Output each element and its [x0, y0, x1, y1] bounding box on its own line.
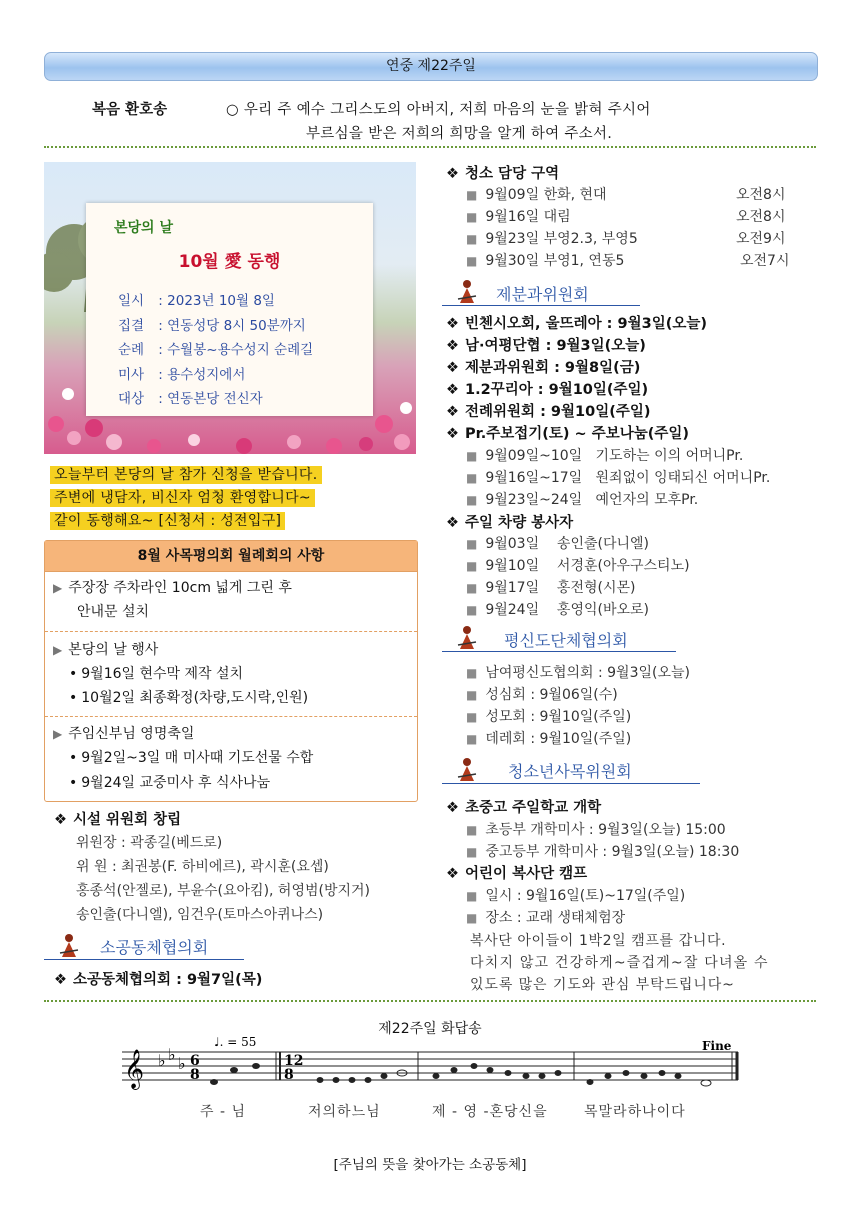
section-header-laity — [442, 622, 676, 652]
time-signature-8: 8 — [190, 1067, 200, 1083]
square-bullet-icon: ■ — [466, 845, 478, 859]
square-bullet-icon: ■ — [466, 449, 478, 463]
psalm-lyric: 목말라하나이다 — [584, 1104, 686, 1120]
diamond-icon: ❖ — [54, 972, 67, 988]
square-bullet-icon: ■ — [466, 732, 478, 746]
person-figure-icon — [456, 757, 478, 783]
meeting-title: 8월 사목평의회 월례회의 사항 — [45, 541, 417, 572]
diamond-icon: ❖ — [54, 812, 67, 828]
cleaning-time: 오전8시 — [736, 209, 786, 225]
section-title: 청소년사목위원회 — [508, 762, 632, 781]
car-title: ❖ 주일 차량 봉사자 — [446, 515, 574, 531]
square-bullet-icon: ■ — [466, 666, 478, 680]
facility-title: ❖ 시설 위원회 창립 — [54, 812, 182, 828]
psalm-lyric: 제 - 영 -혼당신을 — [432, 1104, 548, 1120]
square-bullet-icon: ■ — [466, 537, 478, 551]
cleaning-time: 오전8시 — [736, 187, 786, 203]
square-bullet-icon: ■ — [466, 889, 478, 903]
square-bullet-icon: ■ — [466, 493, 478, 507]
section-title: 소공동체협의회 — [100, 938, 209, 957]
square-bullet-icon: ■ — [466, 210, 478, 224]
community-item: ❖ 소공동체협의회 : 9월7일(목) — [54, 972, 263, 988]
school-row: ■ 중고등부 개학미사 : 9월3일(오늘) 18:30 — [466, 844, 740, 860]
diamond-icon: ❖ — [446, 515, 459, 531]
car-row: ■ 9월10일 서경훈(아우구스티노) — [466, 558, 690, 574]
square-bullet-icon: ■ — [466, 710, 478, 724]
car-row: ■ 9월17일 홍전형(시몬) — [466, 580, 636, 596]
poster-subtitle: 본당의 날 — [114, 220, 173, 236]
car-row: ■ 9월24일 홍영익(바오로) — [466, 602, 649, 618]
diamond-icon: ❖ — [446, 800, 459, 816]
footer-motto: [주님의 뜻을 찾아가는 소공동체] — [333, 1157, 527, 1173]
cleaning-row: ■ 9월09일 한화, 현대 — [466, 187, 607, 203]
cleaning-time: 오전7시 — [740, 253, 790, 269]
square-bullet-icon: ■ — [466, 254, 478, 268]
section-underline — [442, 305, 640, 306]
meeting-item: 안내문 설치 — [77, 604, 150, 620]
laity-row: ■ 성심회 : 9월06일(수) — [466, 687, 618, 703]
section-header-community — [44, 930, 244, 960]
person-figure-icon — [456, 279, 478, 305]
diamond-icon: ❖ — [446, 338, 459, 354]
notice-line: 오늘부터 본당의 날 참가 신청을 받습니다. — [50, 464, 360, 484]
cleaning-title: ❖ 청소 담당 구역 — [446, 166, 560, 182]
psalm-lyric: 저의하느님 — [308, 1104, 381, 1120]
fine-marking: Fine — [702, 1039, 732, 1053]
divider — [44, 146, 816, 148]
diamond-icon: ❖ — [446, 316, 459, 332]
poster-row: 일시 : 2023년 10월 8일 — [118, 293, 275, 309]
pr-row: ■ 9월09일~10일 기도하는 이의 어머니Pr. — [466, 448, 744, 464]
time-signature-8: 8 — [284, 1067, 294, 1083]
flat-sign-icon: ♭ — [178, 1054, 186, 1073]
pr-row: ■ 9월16일~17일 원죄없이 잉태되신 어머니Pr. — [466, 470, 771, 486]
section-underline — [442, 651, 676, 652]
divider — [44, 1000, 816, 1002]
committee-item: ❖ 전례위원회 : 9월10일(주일) — [446, 404, 651, 420]
tempo-marking: ♩. = 55 — [214, 1036, 257, 1049]
diamond-icon: ❖ — [446, 404, 459, 420]
poster-row: 미사 : 용수성지에서 — [118, 366, 246, 383]
square-bullet-icon: ■ — [466, 688, 478, 702]
camp-text: 있도록 많은 기도와 관심 부탁드립니다~ — [470, 977, 735, 993]
section-header-youth — [442, 754, 700, 784]
section-underline — [442, 783, 700, 784]
meeting-item: ▶ 주임신부님 영명축일 — [53, 726, 195, 742]
square-bullet-icon: ■ — [466, 911, 478, 925]
time-signature-6: 6 — [190, 1053, 200, 1069]
poster-row: 순례 : 수월봉~용수성지 순례길 — [118, 342, 314, 358]
facility-line: 송인출(다니엘), 임건우(토마스아퀴나스) — [76, 907, 324, 923]
diamond-icon: ❖ — [446, 382, 459, 398]
meeting-item: ▶ 본당의 날 행사 — [53, 642, 159, 658]
triangle-icon: ▶ — [53, 727, 63, 741]
diamond-icon: ❖ — [446, 866, 459, 882]
pr-row: ■ 9월23일~24일 예언자의 모후Pr. — [466, 492, 699, 508]
committee-item: ❖ Pr.주보접기(토) ~ 주보나눔(주일) — [446, 426, 690, 442]
facility-line: 위 원 : 최권봉(F. 하비에르), 곽시훈(요셉) — [76, 859, 329, 875]
psalm-title: 제22주일 화답송 — [378, 1021, 482, 1037]
psalm-music-score — [118, 1036, 742, 1098]
cleaning-row: ■ 9월30일 부영1, 연동5 — [466, 253, 625, 269]
diamond-icon: ❖ — [446, 360, 459, 376]
square-bullet-icon: ■ — [466, 559, 478, 573]
camp-title: ❖ 어린이 복사단 캠프 — [446, 866, 588, 882]
cleaning-row: ■ 9월23일 부영2.3, 부영5 — [466, 231, 638, 247]
cleaning-row: ■ 9월16일 대림 — [466, 209, 571, 225]
laity-row: ■ 데레회 : 9월10일(주일) — [466, 731, 632, 747]
camp-text: 복사단 아이들이 1박2일 캠프를 갑니다. — [470, 933, 727, 949]
square-bullet-icon: ■ — [466, 581, 478, 595]
diamond-icon: ❖ — [446, 166, 459, 182]
council-meeting-box — [44, 540, 418, 802]
meeting-divider — [45, 716, 417, 717]
meeting-item: ▶ 주장장 주차라인 10cm 넓게 그린 후 — [53, 580, 292, 596]
poster-details — [118, 289, 313, 412]
diamond-icon: ❖ — [446, 426, 459, 442]
treble-clef-icon: 𝄞 — [124, 1049, 145, 1089]
gospel-line-1: ○ 우리 주 예수 그리스도의 아버지, 저희 마음의 눈을 밝혀 주시어 — [226, 102, 651, 118]
person-figure-icon — [456, 625, 478, 651]
poster-row: 집결 : 연동성당 8시 50분까지 — [118, 317, 306, 334]
committee-item: ❖ 1.2꾸리아 : 9월10일(주일) — [446, 382, 649, 398]
section-title: 평신도단체협의회 — [504, 631, 628, 650]
school-row: ■ 초등부 개학미사 : 9월3일(오늘) 15:00 — [466, 822, 726, 838]
meeting-divider — [45, 631, 417, 632]
square-bullet-icon: ■ — [466, 188, 478, 202]
camp-text: 다치지 않고 건강하게~즐겁게~잘 다녀올 수 — [470, 955, 769, 971]
flat-sign-icon: ♭ — [158, 1051, 166, 1070]
committee-item: ❖ 제분과위원회 : 9월8일(금) — [446, 360, 641, 376]
section-header-committees — [442, 276, 640, 306]
psalm-lyric: 주 - 님 — [200, 1104, 247, 1120]
flat-sign-icon: ♭ — [168, 1045, 176, 1064]
square-bullet-icon: ■ — [466, 232, 478, 246]
poster-row: 대상 : 연동본당 전신자 — [118, 391, 263, 407]
person-figure-icon — [58, 933, 80, 959]
notice-line: 주변에 냉담자, 비신자 엄청 환영합니다~ — [50, 487, 360, 507]
square-bullet-icon: ■ — [466, 471, 478, 485]
camp-row: ■ 장소 : 교래 생태체험장 — [466, 910, 626, 926]
triangle-icon: ▶ — [53, 643, 63, 657]
triangle-icon: ▶ — [53, 581, 63, 595]
square-bullet-icon: ■ — [466, 603, 478, 617]
car-row: ■ 9월03일 송인출(다니엘) — [466, 536, 649, 552]
facility-line: 위원장 : 곽종길(베드로) — [76, 835, 223, 851]
gospel-label: 복음 환호송 — [92, 102, 168, 118]
poster-card — [86, 203, 373, 416]
header-title: 연중 제22주일 — [386, 58, 476, 74]
camp-row: ■ 일시 : 9월16일(토)~17일(주일) — [466, 888, 686, 904]
poster-title: 10월 愛 동행 — [178, 252, 281, 272]
meeting-subitem: • 9월16일 현수막 제작 설치 — [69, 666, 244, 682]
school-title: ❖ 초중고 주일학교 개학 — [446, 800, 602, 816]
parish-day-poster — [44, 162, 416, 454]
laity-row: ■ 남여평신도협의회 : 9월3일(오늘) — [466, 665, 690, 681]
gospel-line-2: 부르심을 받은 저희의 희망을 알게 하여 주소서. — [306, 126, 613, 142]
committee-item: ❖ 남·여평단협 : 9월3일(오늘) — [446, 338, 646, 354]
meeting-subitem: • 10월2일 최종확정(차량,도시락,인원) — [69, 690, 309, 706]
square-bullet-icon: ■ — [466, 823, 478, 837]
cleaning-time: 오전9시 — [736, 231, 786, 247]
section-title: 제분과위원회 — [496, 285, 589, 304]
time-signature-12: 12 — [284, 1053, 304, 1069]
header-title-bar — [44, 52, 818, 81]
facility-line: 홍종석(안젤로), 부윤수(요아킴), 허영범(방지거) — [76, 883, 371, 899]
laity-row: ■ 성모회 : 9월10일(주일) — [466, 709, 632, 725]
committee-item: ❖ 빈첸시오회, 울뜨레아 : 9월3일(오늘) — [446, 316, 707, 332]
meeting-subitem: • 9월24일 교중미사 후 식사나눔 — [69, 775, 271, 791]
meeting-subitem: • 9월2일~3일 매 미사때 기도선물 수합 — [69, 750, 314, 766]
notice-line: 같이 동행해요~ [신청서 : 성전입구] — [50, 510, 360, 530]
section-underline — [44, 959, 244, 960]
